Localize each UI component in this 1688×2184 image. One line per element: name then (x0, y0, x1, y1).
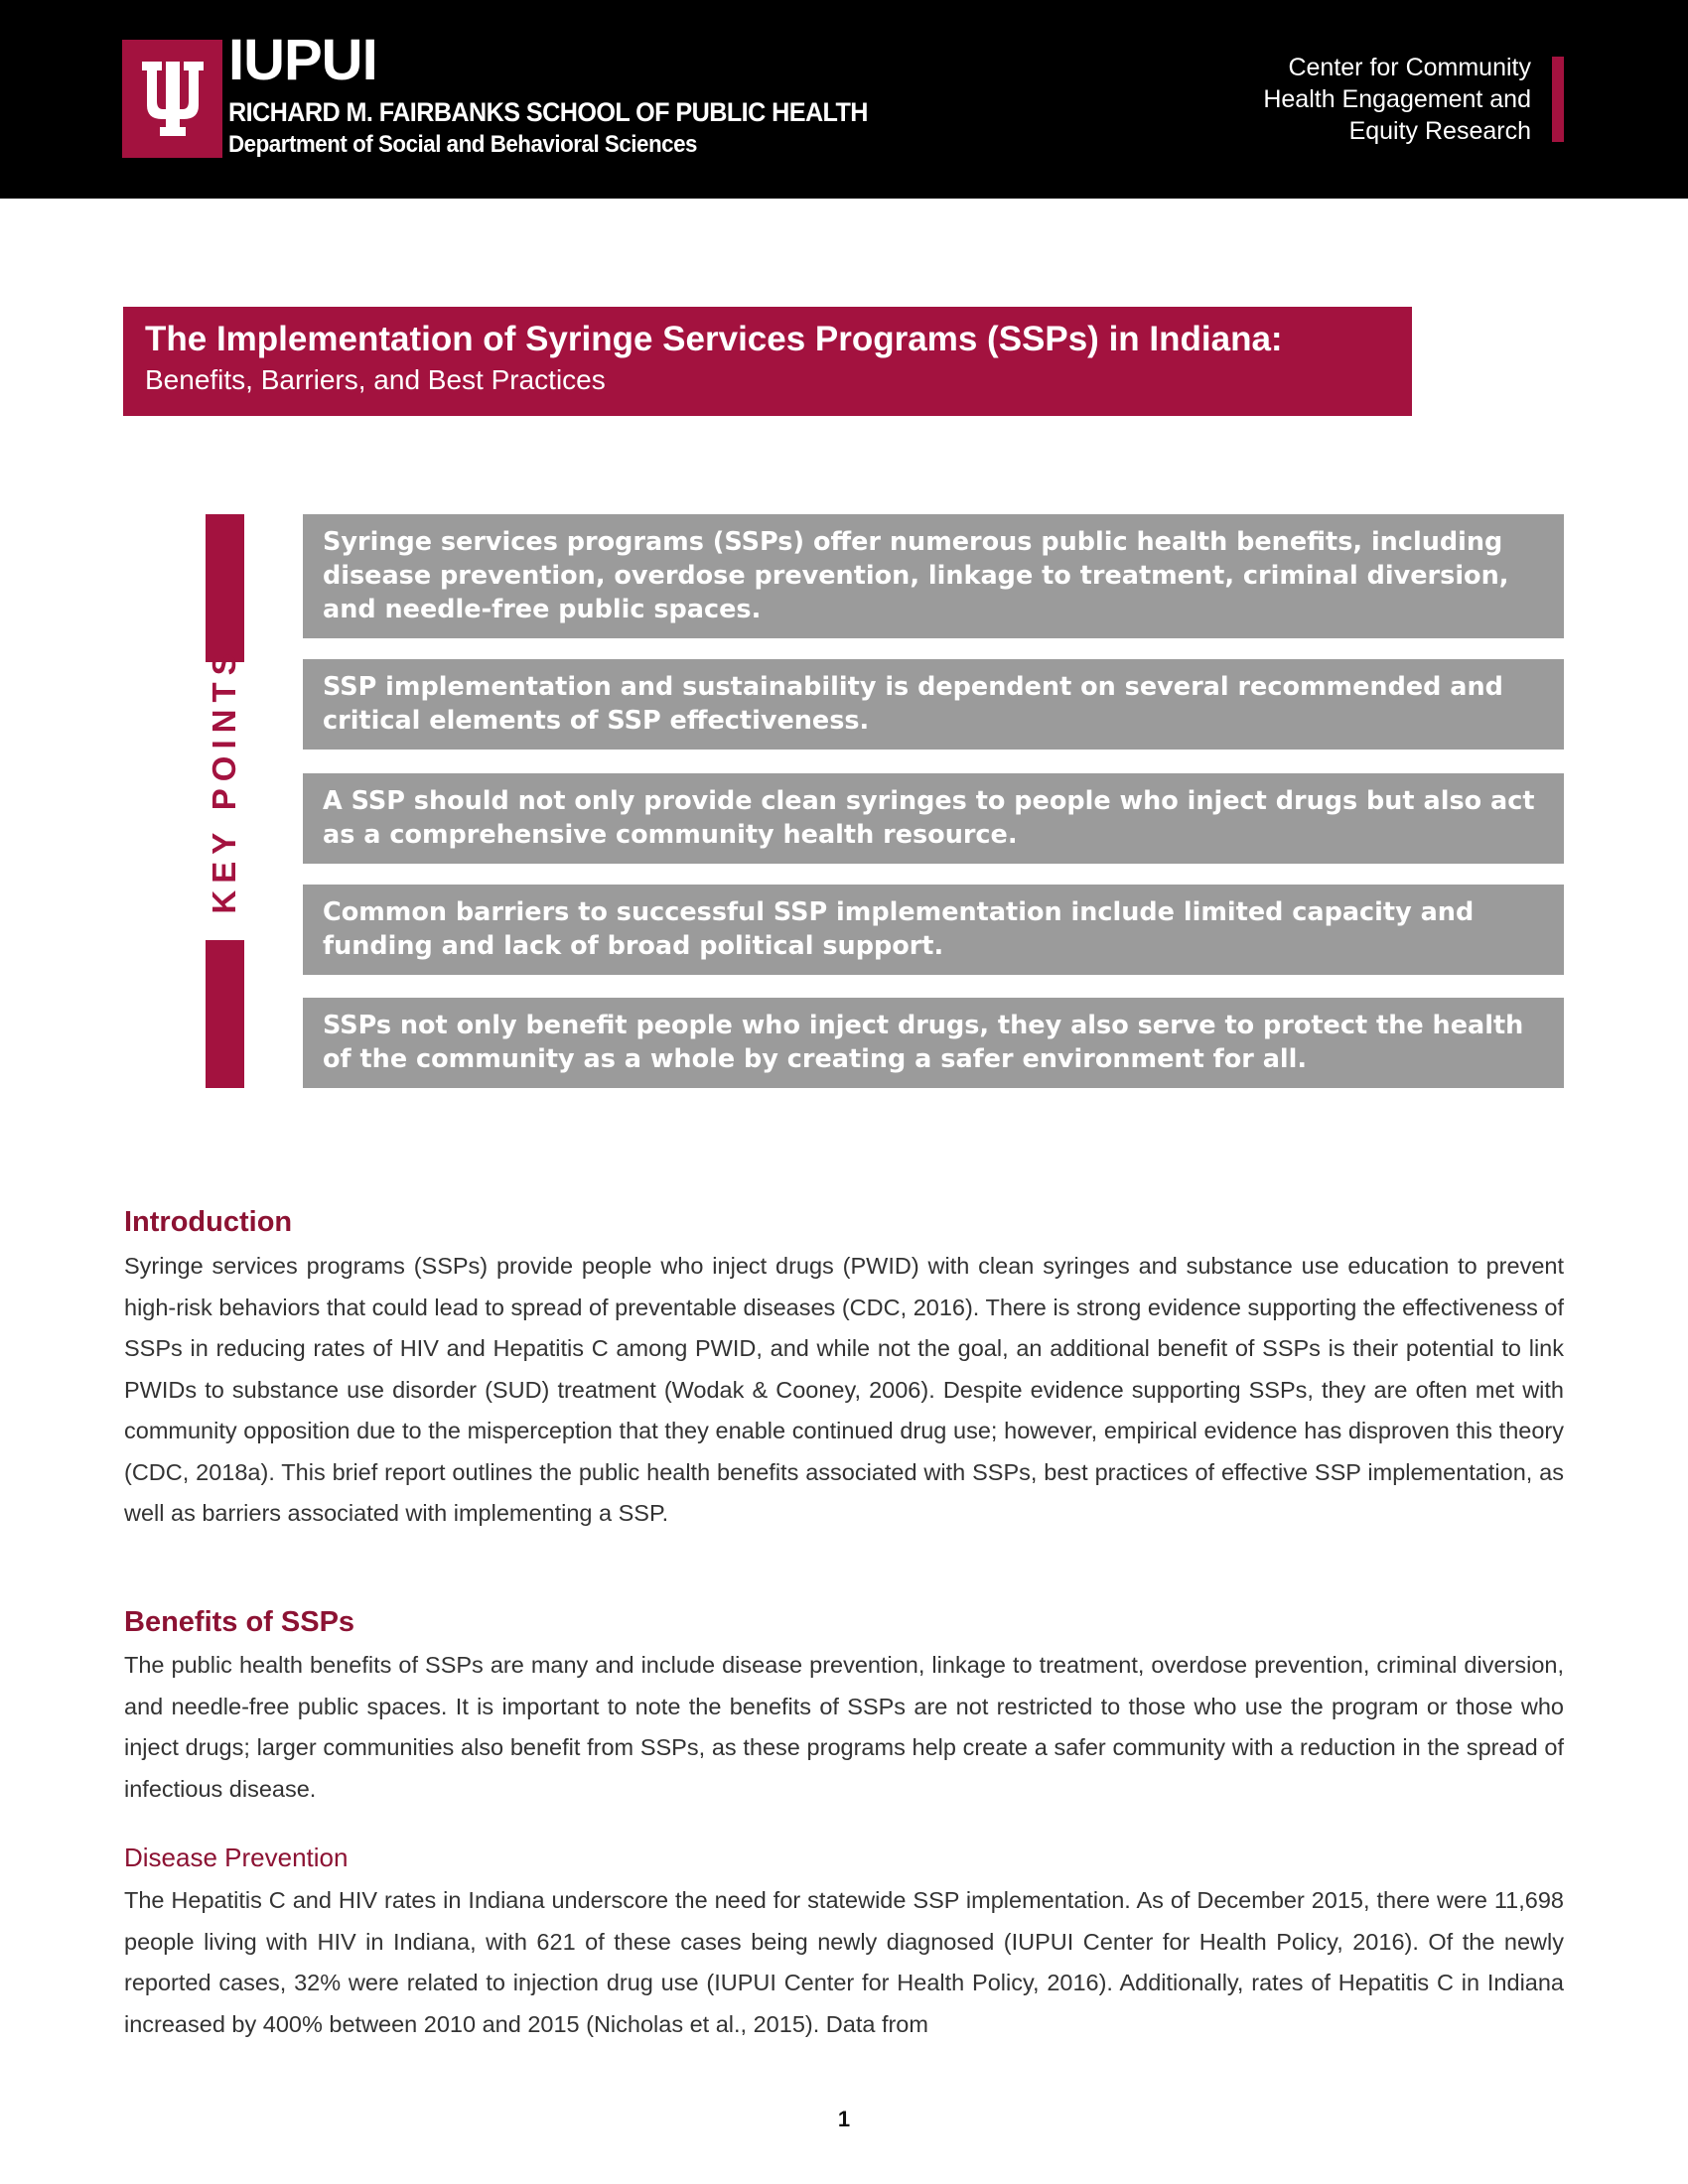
brand-name: IUPUI (228, 28, 377, 92)
accent-bar (1552, 57, 1564, 142)
disease-prevention-heading: Disease Prevention (124, 1843, 349, 1872)
iu-trident-icon (122, 40, 222, 158)
document-title: The Implementation of Syringe Services Programs (SSPs) in Indiana: (145, 320, 1283, 358)
key-points-bar-bottom (206, 940, 244, 1088)
center-name-line: Equity Research (1348, 117, 1531, 145)
benefits-heading: Benefits of SSPs (124, 1606, 355, 1638)
key-point: Syringe services programs (SSPs) offer numerous public health benefits, including disease prevention, overdose prevention, linkage to treatment, criminal diversion, and needle-free public spaces. (303, 514, 1564, 638)
key-point: SSPs not only benefit people who inject drugs, they also serve to protect the health of the community as a whole by creating a safer environment for all. (303, 998, 1564, 1088)
key-point: A SSP should not only provide clean syringes to people who inject drugs but also act as a comprehensive community health resource. (303, 773, 1564, 864)
document-title-box (123, 307, 1412, 416)
disease-prevention-paragraph: The Hepatitis C and HIV rates in Indiana underscore the need for statewide SSP implementation. As of December 2015, there were 11,698 people living with HIV in Indiana, with 621 of these cases being newly diagnosed (IUPUI Center for Health Policy, 2016). Of the newly reported cases, 32% were related to injection drug use (IUPUI Center for Health Policy, 2016). Additionally, rates of Hepatitis C in Indiana increased by 400% between 2010 and 2015 (Nicholas et al., 2015). Data from (124, 1887, 1564, 2037)
page-number: 1 (837, 2107, 851, 2131)
page-header (0, 0, 1688, 199)
document-subtitle: Benefits, Barriers, and Best Practices (145, 364, 606, 395)
benefits-paragraph: The public health benefits of SSPs are many and include disease prevention, linkage to treatment, overdose prevention, criminal diversion, and needle-free public spaces. It is important to note the benefits of SSPs are not restricted to those who use the program or those who inject drugs; larger communities also benefit from SSPs, as these programs help create a safer community with a reduction in the spread of infectious disease. (124, 1652, 1564, 1802)
introduction-heading: Introduction (124, 1206, 293, 1238)
key-point: SSP implementation and sustainability is dependent on several recommended and critical elements of SSP effectiveness. (303, 659, 1564, 750)
introduction-paragraph: Syringe services programs (SSPs) provide people who inject drugs (PWID) with clean syringes and substance use education to prevent high-risk behaviors that could lead to spread of preventable diseases (CDC, 2016). There is strong evidence supporting the effectiveness of SSPs in reducing rates of HIV and Hepatitis C among PWID, and while not the goal, an additional benefit of SSPs is their potential to link PWIDs to substance use disorder (SUD) treatment (Wodak & Cooney, 2006). Despite evidence supporting SSPs, they are often met with community opposition due to the misperception that they enable continued drug use; however, empirical evidence has disproven this theory (CDC, 2018a). This brief report outlines the public health benefits associated with SSPs, best practices of effective SSP implementation, as well as barriers associated with implementing a SSP. (124, 1253, 1564, 1526)
key-points-bar-top (206, 514, 244, 662)
center-name (1174, 52, 1531, 147)
department-name: Department of Social and Behavioral Sciences (228, 131, 697, 158)
key-points-label: KEY POINTS (206, 646, 242, 914)
key-point: Common barriers to successful SSP implementation include limited capacity and funding and lack of broad political support. (303, 885, 1564, 975)
center-name-line: Center for Community (1288, 54, 1531, 81)
school-name: RICHARD M. FAIRBANKS SCHOOL OF PUBLIC HEALTH (228, 97, 868, 127)
center-name-line: Health Engagement and (1263, 85, 1531, 113)
